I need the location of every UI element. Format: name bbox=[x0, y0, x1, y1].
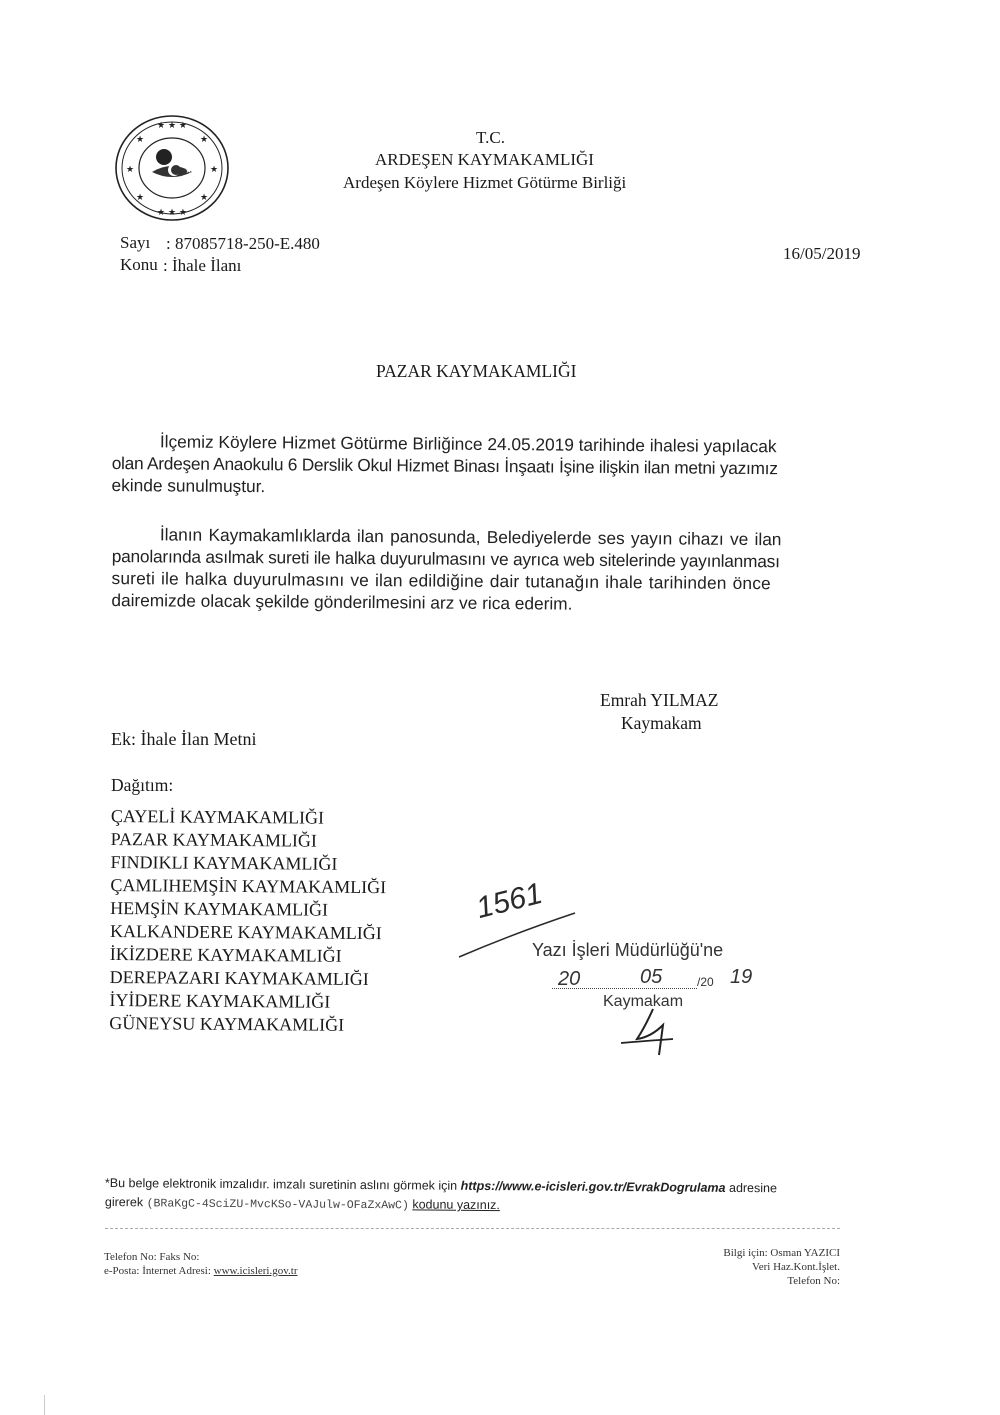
distribution-item: KALKANDERE KAYMAKAMLIĞI bbox=[109, 920, 382, 944]
verification-kodunu: kodunu yazınız. bbox=[412, 1197, 500, 1213]
svg-text:★ ★ ★: ★ ★ ★ bbox=[157, 121, 187, 131]
footer-email-label: e-Posta: İnternet Adresi: bbox=[104, 1265, 211, 1277]
svg-text:★: ★ bbox=[209, 165, 219, 175]
konu-value: : İhale İlanı bbox=[163, 256, 242, 275]
paragraph-line: ekinde sunulmuştur. bbox=[111, 474, 266, 497]
paragraph-line: dairemizde olacak şekilde gönderilmesini arz ve rica ederim. bbox=[111, 589, 573, 614]
sayi-value: : 87085718-250-E.480 bbox=[166, 234, 320, 253]
footer-contact-right bbox=[723, 1246, 840, 1288]
footer-divider bbox=[105, 1228, 840, 1229]
stamp-date-dots bbox=[552, 988, 697, 989]
distribution-item: DEREPAZARI KAYMAKAMLIĞI bbox=[109, 966, 369, 990]
stamp-day: 20 bbox=[558, 968, 581, 990]
paragraph-1 bbox=[111, 430, 777, 501]
distribution-item: HEMŞİN KAYMAKAMLIĞI bbox=[110, 897, 329, 920]
verification-note bbox=[105, 1176, 777, 1195]
svg-text:★ ★ ★: ★ ★ ★ bbox=[157, 208, 187, 218]
handwritten-signature bbox=[615, 1005, 685, 1060]
verification-note-line2 bbox=[105, 1195, 500, 1213]
verification-code: (BRaKgC-4SciZU-MvcKSo-VAJulw-OFaZxAwC) bbox=[146, 1197, 409, 1213]
svg-text:★: ★ bbox=[185, 166, 193, 175]
attachment-note: Ek: İhale İlan Metni bbox=[111, 729, 257, 749]
paragraph-line: sureti ile halka duyurulmasını ve ilan edildiğine dair tutanağın ihale tarihinden önce bbox=[111, 567, 772, 594]
distribution-list bbox=[109, 805, 387, 1037]
sayi-label: Sayı bbox=[120, 233, 151, 252]
signatory-title: Kaymakam bbox=[621, 713, 702, 733]
paragraph-line: panolarında asılmak sureti ile halka duyurulmasını ve ayrıca web sitelerinde yayınlanması bbox=[111, 545, 780, 572]
stamp-year-prefix: /20 bbox=[697, 975, 714, 989]
document-date: 16/05/2019 bbox=[783, 244, 861, 263]
stamp-office: Yazı İşleri Müdürlüğü'ne bbox=[532, 940, 724, 960]
stamp-month: 05 bbox=[640, 966, 663, 988]
verification-girerek: girerek bbox=[104, 1195, 144, 1210]
paragraph-line: İlçemiz Köylere Hizmet Götürme Birliğince 24.05.2019 tarihinde ihalesi yapılacak bbox=[159, 431, 777, 457]
konu-label: Konu bbox=[120, 255, 158, 274]
distribution-label: Dağıtım: bbox=[111, 775, 174, 795]
footer-contact-left bbox=[104, 1250, 297, 1278]
stamp-role: Kaymakam bbox=[603, 993, 684, 1010]
handwritten-number: 1561 bbox=[473, 876, 546, 926]
footer-info-person: Bilgi için: Osman YAZICI bbox=[723, 1247, 840, 1259]
verification-text: *Bu belge elektronik imzalıdır. imzalı suretinin aslını görmek için bbox=[104, 1176, 458, 1193]
distribution-item: GÜNEYSU KAYMAKAMLIĞI bbox=[109, 1012, 345, 1035]
ministry-seal-icon bbox=[112, 112, 232, 224]
distribution-item: ÇAMLIHEMŞİN KAYMAKAMLIĞI bbox=[110, 874, 387, 898]
header-unit: Ardeşen Köylere Hizmet Götürme Birliği bbox=[343, 173, 627, 192]
stamp-year-suffix: 19 bbox=[730, 966, 753, 988]
verification-link[interactable]: https://www.e-icisleri.gov.tr/EvrakDogrulama bbox=[460, 1178, 726, 1195]
distribution-item: FINDIKLI KAYMAKAMLIĞI bbox=[110, 851, 338, 874]
header-institution: ARDEŞEN KAYMAKAMLIĞI bbox=[375, 150, 594, 169]
recipient: PAZAR KAYMAKAMLIĞI bbox=[376, 361, 577, 381]
paragraph-2 bbox=[111, 523, 781, 616]
footer-info-unit: Veri Haz.Kont.İşlet. bbox=[752, 1261, 840, 1273]
svg-text:★: ★ bbox=[135, 135, 145, 145]
footer-website-link[interactable]: www.icisleri.gov.tr bbox=[213, 1265, 298, 1277]
footer-email-web bbox=[104, 1264, 297, 1278]
footer-phone-fax: Telefon No: Faks No: bbox=[104, 1251, 200, 1263]
svg-text:★: ★ bbox=[199, 193, 209, 203]
verification-text-after: adresine bbox=[728, 1180, 778, 1196]
footer-info-phone: Telefon No: bbox=[787, 1275, 840, 1287]
distribution-item: İKİZDERE KAYMAKAMLIĞI bbox=[109, 943, 342, 966]
svg-text:★: ★ bbox=[199, 135, 209, 145]
header-tc: T.C. bbox=[476, 128, 505, 147]
paragraph-line: İlanın Kaymakamlıklarda ilan panosunda, Belediyelerde ses yayın cihazı ve ilan bbox=[159, 524, 782, 550]
distribution-item: İYİDERE KAYMAKAMLIĞI bbox=[109, 989, 331, 1012]
scan-edge bbox=[44, 1395, 45, 1415]
svg-text:★: ★ bbox=[125, 165, 135, 175]
paragraph-line: olan Ardeşen Anaokulu 6 Derslik Okul Hizmet Binası İnşaatı İşine ilişkin ilan metni yazımız bbox=[111, 452, 778, 479]
distribution-item: ÇAYELİ KAYMAKAMLIĞI bbox=[110, 805, 325, 828]
svg-text:★: ★ bbox=[135, 193, 145, 203]
distribution-item: PAZAR KAYMAKAMLIĞI bbox=[110, 828, 318, 851]
signatory-name: Emrah YILMAZ bbox=[600, 690, 719, 710]
